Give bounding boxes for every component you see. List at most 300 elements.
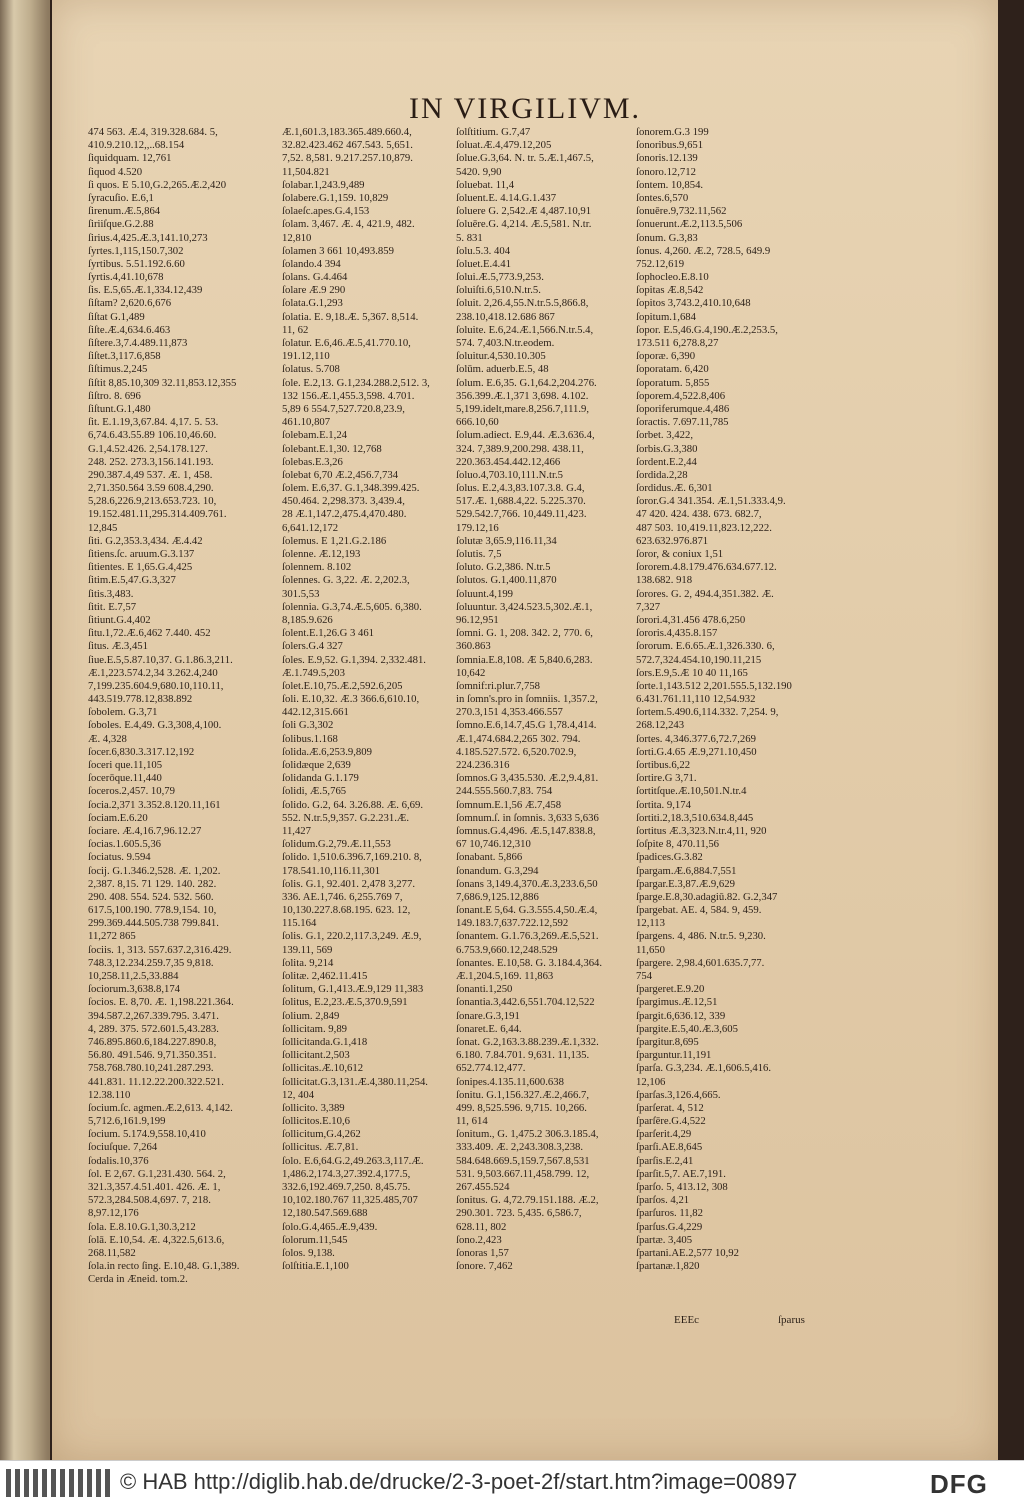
index-entry: 356.399.Æ.1,371 3,698. 4.102. <box>456 389 589 402</box>
index-entry: 574. 7,403.N.tr.eodem. <box>456 337 555 349</box>
index-entry: ſollicitam. 9,89 <box>282 1022 348 1035</box>
index-entry: ſopor. E.5,46.G.4,190.Æ.2,253.5, <box>636 323 778 336</box>
index-entry: ſollicitant.2,503 <box>282 1049 350 1062</box>
index-entry: ſparſuros. 11,82 <box>636 1207 703 1220</box>
index-entry: ſolando.4 394 <box>282 257 341 270</box>
index-entry: ſoceri que.11,105 <box>88 759 163 771</box>
index-entry: ſiſtat G.1,489 <box>88 310 145 323</box>
index-column-3 <box>456 126 632 1273</box>
index-entry: ſiſtimus.2,245 <box>88 363 148 376</box>
index-entry: 8,97.12,176 <box>88 1207 139 1220</box>
index-entry: ſonitu. G.1,156.327.Æ.2,466.7, <box>456 1088 590 1101</box>
index-entry: ſoporæ. 6,390 <box>636 350 696 363</box>
index-entry: 623.632.976.871 <box>636 534 709 547</box>
index-entry: ſonanti.1,250 <box>456 983 513 996</box>
hab-logo-icon <box>6 1467 114 1499</box>
index-entry: ſomnia.E.8,108. Æ 5,840.6,283. <box>456 653 593 666</box>
index-entry: ſitientes. E 1,65.G.4,425 <box>88 561 193 574</box>
index-entry: Æ.1.749.5,203 <box>282 666 345 679</box>
index-entry: ſolebant.E.1,30. 12,768 <box>282 442 382 455</box>
index-entry: ſolo. E.6,64.G.2,49.263.3,117.Æ. <box>282 1154 424 1167</box>
index-entry: 10,130.227.8.68.195. 623. 12, <box>282 904 411 917</box>
index-entry: ſolidanda G.1.179 <box>282 772 359 785</box>
index-entry: 12,106 <box>636 1075 666 1088</box>
index-entry: ſonitum., G. 1,475.2 306.3.185.4, <box>456 1128 599 1141</box>
index-entry: ſolennes. G. 3,22. Æ. 2,202.3, <box>282 574 410 587</box>
index-entry: ſiſtere.3,7.4.489.11,873 <box>88 337 188 349</box>
index-entry: ſitiens.ſc. aruum.G.3.137 <box>88 548 195 560</box>
index-entry: ſomnus.G.4,496. Æ.5,147.838.8, <box>456 824 596 837</box>
index-entry: ſolo.G.4,465.Æ.9,439. <box>282 1220 378 1233</box>
index-entry: ſpargite.E.5,40.Æ.3,605 <box>636 1022 738 1035</box>
index-entry: ſolutis. 7,5 <box>456 548 502 560</box>
index-entry: 6,74.6.43.55.89 106.10,46.60. <box>88 429 217 442</box>
index-entry: 11,504.821 <box>282 165 330 178</box>
index-entry: ſolida.Æ.6,253.9,809 <box>282 745 372 758</box>
index-entry: ſomni. G. 1, 208. 342. 2, 770. 6, <box>456 627 593 640</box>
index-entry: ſonantes. E.10,58. G. 3.184.4,364. <box>456 956 603 969</box>
index-entry: 450.464. 2,298.373. 3,439.4, <box>282 495 405 508</box>
index-entry: ſonorem.G.3 199 <box>636 126 709 138</box>
index-entry: ſpartani.AE.2,577 10,92 <box>636 1246 739 1259</box>
index-entry: ſitit. E.7,57 <box>88 600 137 613</box>
index-entry: ſocium.ſc. agmen.Æ.2,613. 4,142. <box>88 1101 233 1114</box>
index-entry: 8,185.9.626 <box>282 613 333 626</box>
index-entry: 47 420. 424. 438. 673. 682.7, <box>636 508 762 521</box>
index-entry: ſonoribus.9,651 <box>636 139 704 152</box>
index-entry: 268.11,582 <box>88 1246 136 1259</box>
index-entry: ſolatia. E. 9,18.Æ. 5,367. 8,514. <box>282 310 419 323</box>
index-entry: ſit. E.1.19,3,67.84. 4,17. 5. 53. <box>88 416 219 429</box>
signature-mark: EEEc <box>674 1314 700 1326</box>
index-entry: ſopitum.1,684 <box>636 310 696 323</box>
index-entry: ſonare.G.3,191 <box>456 1009 520 1022</box>
index-entry: 173.511 6,278.8,27 <box>636 337 719 349</box>
index-entry: ſocium. 5.174.9,558.10,410 <box>88 1128 206 1141</box>
index-entry: ſparſos. 4,21 <box>636 1194 690 1207</box>
index-entry: ſolatur. E.6,46.Æ.5,41.770.10, <box>282 337 411 349</box>
index-entry: ſolutos. G.1,400.11,870 <box>456 574 557 587</box>
index-entry: ſolabar.1,243.9,489 <box>282 178 365 191</box>
index-entry: 290. 408. 554. 524. 532. 560. <box>88 890 214 903</box>
index-entry: ſoluitur.4,530.10.305 <box>456 350 546 363</box>
index-entry: ſordent.E.2,44 <box>636 455 697 468</box>
index-entry: ſparge.E.8,30.adagiū.82. G.2,347 <box>636 890 778 903</box>
index-entry: ſonaret.E. 6,44. <box>456 1022 522 1035</box>
index-entry: ſoporatum. 5,855 <box>636 376 710 389</box>
index-entry: ſoluo.4,703.10,111.N.tr.5 <box>456 468 563 481</box>
index-entry: ſorori.4,31.456 478.6,250 <box>636 613 746 626</box>
index-entry: ſpargam.Æ.6,884.7,551 <box>636 864 737 877</box>
index-entry: ſoluent.E. 4.14.G.1.437 <box>456 191 557 204</box>
book-page <box>52 0 998 1460</box>
index-entry: 754 <box>636 970 653 982</box>
index-entry: ſoli G.3,302 <box>282 719 334 732</box>
index-entry: ſparſi.AE.8,645 <box>636 1141 703 1154</box>
index-entry: 10,642 <box>456 666 486 679</box>
index-entry: ſolennem. 8.102 <box>282 561 352 574</box>
index-entry: ſororem.4.8.179.476.634.677.12. <box>636 561 777 574</box>
index-entry: ſortiti.2,18.3,510.634.8,445 <box>636 811 754 824</box>
index-entry: ſoror, & coniux 1,51 <box>636 548 724 560</box>
index-entry: Æ. 4,328 <box>88 732 127 745</box>
index-entry: ſpargimus.Æ.12,51 <box>636 996 718 1009</box>
index-entry: ſopitos 3,743.2,410.10,648 <box>636 297 751 310</box>
index-entry: 301.5,53 <box>282 587 320 600</box>
index-entry: ſpargere. 2,98.4,601.635.7,77. <box>636 956 765 969</box>
index-entry: ſorte.1,143.512 2,201.555.5,132.190 <box>636 679 792 692</box>
index-entry: 2,387. 8,15. 71 129. 140. 282. <box>88 877 217 890</box>
index-entry: ſiſte.Æ.4,634.6.463 <box>88 323 171 336</box>
index-entry: ſolibus.1.168 <box>282 732 338 745</box>
index-entry: ſolem. E.6,37. G.1,348.399.425. <box>282 482 420 495</box>
provider-bar <box>0 1460 1024 1503</box>
index-entry: ſonans 3,149.4,370.Æ.3,233.6,50 <box>456 877 598 890</box>
index-entry: 4, 289. 375. 572.601.5,43.283. <box>88 1022 219 1035</box>
index-entry: ſis. E.5,65.Æ.1,334.12,439 <box>88 284 203 297</box>
copyright-link[interactable]: © HAB http://diglib.hab.de/drucke/2-3-poet-2f/start.htm?image=00897 <box>120 1469 798 1494</box>
index-entry: 336. AE.1,746. 6,255.769 7, <box>282 890 403 903</box>
index-entry: ſparſis.E.2,41 <box>636 1154 694 1167</box>
book-spine <box>0 0 50 1460</box>
index-entry: ſola. E.8.10.G.1,30.3,212 <box>88 1220 196 1233</box>
index-entry: ſoluunt.4,199 <box>456 587 514 600</box>
index-entry: ſociorum.3,638.8,174 <box>88 983 181 996</box>
index-entry: 7,52. 8,581. 9.217.257.10,879. <box>282 152 413 165</box>
index-entry: 290.301. 723. 5,435. 6,586.7, <box>456 1207 582 1220</box>
index-entry: ſiquidquam. 12,761 <box>88 152 172 165</box>
index-entry: 238.10,418.12.686 867 <box>456 310 555 323</box>
index-entry: ſomnum.ſ. in ſomnis. 3,633 5,636 <box>456 811 599 824</box>
index-entry: ſortem.5.490.6,114.332. 7,254. 9, <box>636 706 779 719</box>
index-entry: 248. 252. 273.3,156.141.193. <box>88 455 214 468</box>
index-entry: 442.12,315.661 <box>282 706 349 719</box>
index-entry: 499. 8,525.596. 9,715. 10,266. <box>456 1101 587 1114</box>
index-entry: 752.12,619 <box>636 257 685 270</box>
index-entry: ſolſtitium. G.7,47 <box>456 126 531 138</box>
index-entry: ſolum.adiect. E.9,44. Æ.3.636.4, <box>456 429 595 442</box>
index-entry: ſiſtunt.G.1,480 <box>88 402 151 415</box>
index-entry: ſole. E.2,13. G.1,234.288.2,512. 3, <box>282 376 430 389</box>
index-entry: ſiriiſque.G.2.88 <box>88 218 154 231</box>
index-entry: ſolebam.E.1,24 <box>282 429 348 442</box>
index-entry: 11,272 865 <box>88 930 136 943</box>
index-entry: ſontes.6,570 <box>636 191 689 204</box>
index-entry: ſolebat 6,70 Æ.2,456.7,734 <box>282 468 399 481</box>
index-entry: 191.12,110 <box>282 350 330 363</box>
index-entry: ſiti. G.2,353.3,434. Æ.4.42 <box>88 534 203 547</box>
index-entry: 12,180.547.569.688 <box>282 1207 368 1220</box>
index-entry: ſoluto. G.2,386. N.tr.5 <box>456 561 551 574</box>
index-entry: 441.831. 11.12.22.200.322.521. <box>88 1075 224 1088</box>
index-entry: 10,102.180.767 11,325.485,707 <box>282 1194 418 1207</box>
index-entry: ſolā. E.10,54. Æ. 4,322.5,613.6, <box>88 1233 225 1246</box>
index-entry: ſortita. 9,174 <box>636 798 691 811</box>
index-entry: ſola.in recto ſing. E.10,48. G.1,389. <box>88 1260 240 1273</box>
index-entry: ſortire.G 3,71. <box>636 772 697 785</box>
index-entry: in ſomn's.pro in ſomniis. 1,357.2, <box>456 693 598 706</box>
index-entry: ſortibus.6,22 <box>636 759 691 771</box>
index-column-1 <box>88 126 264 1287</box>
index-entry: ſirenum.Æ.5,864 <box>88 205 161 218</box>
index-entry: 617.5,100.190. 778.9,154. 10, <box>88 904 217 917</box>
index-entry: ſyrtis.4,41.10,678 <box>88 271 164 284</box>
index-entry: ſopitas Æ.8,542 <box>636 284 704 297</box>
index-entry: 6.180. 7.84.701. 9,631. 11,135. <box>456 1049 590 1062</box>
index-entry: 115.164 <box>282 917 317 930</box>
index-entry: 179.12,16 <box>456 521 499 534</box>
index-entry: 1,486.2,174.3,27.392.4,177.5, <box>282 1167 411 1180</box>
index-entry: 474 563. Æ.4, 319.328.684. 5, <box>88 126 218 138</box>
index-entry: ſonoro.12,712 <box>636 165 696 178</box>
index-entry: ſolidum.G.2,79.Æ.11,553 <box>282 838 391 851</box>
index-entry: 5,199.idelt,mare.8,256.7,111.9, <box>456 402 590 415</box>
index-entry: ſoluet.E.4.41 <box>456 257 511 270</box>
index-entry: ſocer.6,830.3.317.12,192 <box>88 745 195 758</box>
index-entry: ſonitus. G. 4,72.79.151.188. Æ.2, <box>456 1194 599 1207</box>
index-entry: ſonat. G.2,163.3.88.239.Æ.1,332. <box>456 1035 599 1048</box>
index-entry: 321.3,357.4.51.401. 426. Æ. 1, <box>88 1181 221 1193</box>
index-entry: ſociatus. 9.594 <box>88 851 151 864</box>
index-entry: 572.7,324.454.10,190.11,215 <box>636 653 762 666</box>
index-entry: ſolis. G.1, 220.2,117.3,249. Æ.9, <box>282 930 422 943</box>
index-entry: ſolennia. G.3,74.Æ.5,605. 6,380. <box>282 600 422 613</box>
index-entry: ſollicitos.E.10,6 <box>282 1115 350 1128</box>
index-entry: ſolido. G.2, 64. 3.26.88. Æ. 6,69. <box>282 798 424 811</box>
index-entry: 10,258.11,2.5,33.884 <box>88 970 179 982</box>
index-entry: ſonipes.4.135.11,600.638 <box>456 1075 564 1088</box>
index-entry: ſolūm. aduerb.E.5, 48 <box>456 363 549 376</box>
index-entry: ſomnum.E.1,56 Æ.7,458 <box>456 798 562 811</box>
index-entry: ſolemus. E 1,21.G.2.186 <box>282 534 387 547</box>
index-entry: 138.682. 918 <box>636 574 693 587</box>
index-entry: 531. 9,503.667.11,458.799. 12, <box>456 1167 590 1180</box>
index-entry: ſolidæque 2,639 <box>282 759 351 771</box>
index-entry: ſolido. 1,510.6.396.7,169.210. 8, <box>282 851 422 864</box>
index-entry: ſyrtes.1,115,150.7,302 <box>88 244 184 257</box>
index-entry: ſollicitas.Æ.10,612 <box>282 1062 364 1075</box>
index-entry: ſirius.4,425.Æ.3,141.10,273 <box>88 231 208 244</box>
index-entry: 758.768.780.10,241.287.293. <box>88 1062 214 1075</box>
index-entry: ſitu.1,72.Æ.6,462 7.440. 452 <box>88 627 211 640</box>
index-entry: ſonabant. 5,866 <box>456 851 523 864</box>
index-entry: 290.387.4,49 537. Æ. 1, 458. <box>88 468 213 481</box>
index-entry: 324. 7,389.9,200.298. 438.11, <box>456 442 584 455</box>
index-entry: 748.3,12.234.259.7,35 9,818. <box>88 956 214 969</box>
index-entry: ſpadices.G.3.82 <box>636 851 703 864</box>
index-entry: ſolſtitia.E.1,100 <box>282 1260 349 1273</box>
index-entry: 11, 62 <box>282 323 309 336</box>
index-entry: ſparſit.5,7. AE.7,191. <box>636 1167 726 1180</box>
index-entry: ſpartæ. 3,405 <box>636 1233 693 1246</box>
index-entry: ſolamen 3 661 10,493.859 <box>282 244 394 257</box>
index-entry: ſonus. 4,260. Æ.2, 728.5, 649.9 <box>636 244 771 257</box>
index-entry: 7,327 <box>636 600 661 613</box>
index-entry: ſonum. G.3,83 <box>636 231 698 244</box>
index-entry: 56.80. 491.546. 9,71.350.351. <box>88 1049 217 1062</box>
index-entry: ſyrtibus. 5.51.192.6.60 <box>88 257 185 270</box>
index-entry: ſodalis.10,376 <box>88 1154 149 1167</box>
index-entry: ſitiunt.G.4,402 <box>88 613 151 626</box>
index-entry: 12,810 <box>282 231 312 244</box>
index-entry: ſonoris.12.139 <box>636 152 698 165</box>
index-entry: ſoli. E.10,32. Æ.3 366.6,610.10, <box>282 693 420 706</box>
index-entry: ſoporatam. 6,420 <box>636 363 709 376</box>
index-entry: 5,28.6,226.9,213.653.723. 10, <box>88 495 217 508</box>
index-entry: 270.3,151 4,353.466.557 <box>456 706 563 719</box>
index-entry: 461.10,807 <box>282 416 331 429</box>
index-entry: 443.519.778.12,838.892 <box>88 693 193 706</box>
index-entry: 487 503. 10,419.11,823.12,222. <box>636 521 772 534</box>
index-entry: ſorbis.G.3,380 <box>636 442 698 455</box>
index-entry: ſophocleo.E.8.10 <box>636 271 709 284</box>
index-entry: ſitis.3,483. <box>88 587 134 600</box>
index-entry: 394.587.2,267.339.795. 3.471. <box>88 1009 219 1022</box>
index-entry: ſocia.2,371 3.352.8.120.11,161 <box>88 798 221 811</box>
index-entry: ſonantia.3,442.6,551.704.12,522 <box>456 996 595 1009</box>
index-entry: 628.11, 802 <box>456 1220 507 1233</box>
index-entry: 2,71.350.564 3.59 608.4,290. <box>88 482 214 495</box>
index-entry: ſollicitum,G.4,262 <box>282 1128 361 1141</box>
index-entry: ſiſtit 8,85.10,309 32.11,853.12,355 <box>88 376 237 389</box>
index-entry: ſociuſque. 7,264 <box>88 1141 158 1154</box>
index-entry: ſollicitanda.G.1,418 <box>282 1035 368 1048</box>
index-entry: 666.10,60 <box>456 416 499 429</box>
index-entry: ſonantem. G.1.76.3,269.Æ.5,521. <box>456 930 599 943</box>
index-entry: ſolita. 9,214 <box>282 956 334 969</box>
index-entry: 220.363.454.442.12,466 <box>456 455 561 468</box>
index-entry: 517.Æ. 1,688.4,22. 5.225.370. <box>456 495 586 508</box>
index-entry: 11, 614 <box>456 1115 488 1128</box>
index-entry: ſoluēre.G. 4,214. Æ.5,581. N.tr. <box>456 218 592 231</box>
index-entry: ſollicito. 3,389 <box>282 1101 345 1114</box>
index-entry: ſolos. 9,138. <box>282 1246 335 1259</box>
index-entry: ſoror.G.4 341.354. Æ.1,51.333.4,9. <box>636 495 786 508</box>
index-entry: 96.12,951 <box>456 613 499 626</box>
index-entry: ſolebas.E.3,26 <box>282 455 343 468</box>
index-entry: 299.369.444.505.738 799.841. <box>88 917 219 930</box>
index-entry: ſonore. 7,462 <box>456 1260 513 1273</box>
index-entry: ſolenne. Æ.12,193 <box>282 548 361 560</box>
index-entry: ſono.2,423 <box>456 1233 502 1246</box>
index-entry: 149.183.7,637.722.12,592 <box>456 917 569 930</box>
index-entry: ſoboles. E.4,49. G.3,308,4,100. <box>88 719 222 732</box>
index-entry: ſpargar.E.3,87.Æ.9,629 <box>636 877 735 890</box>
index-entry: ſolitum, G.1,413.Æ.9,129 11,383 <box>282 983 424 996</box>
index-entry: ſonoras 1,57 <box>456 1246 509 1259</box>
index-entry: ſoluat.Æ.4,479.12,205 <box>456 139 552 152</box>
index-entry: 6,641.12,172 <box>282 521 339 534</box>
index-entry: ſparſus.G.4,229 <box>636 1220 703 1233</box>
index-entry: Æ.1,601.3,183.365.489.660.4, <box>282 126 412 138</box>
index-entry: ſollicitus. Æ.7,81. <box>282 1141 359 1154</box>
index-entry: ſpargeret.E.9.20 <box>636 983 705 996</box>
index-entry: ſitim.E.5,47.G.3,327 <box>88 574 176 587</box>
index-entry: 12,113 <box>636 917 665 930</box>
index-entry: 268.12,243 <box>636 719 685 732</box>
index-entry: ſocias.1.605.5,36 <box>88 838 162 851</box>
index-entry: ſobolem. G.3,71 <box>88 706 158 719</box>
catchword: ſparus <box>778 1314 805 1326</box>
index-entry: ſociam.E.6.20 <box>88 811 148 824</box>
index-entry: Æ.1,204.5,169. 11,863 <box>456 970 554 982</box>
index-entry: ſortitus Æ.3,323.N.tr.4,11, 920 <box>636 824 767 837</box>
page-title: IN VIRGILIVM. <box>408 92 642 125</box>
index-column-4 <box>636 126 812 1273</box>
index-entry: 12,845 <box>88 521 118 534</box>
index-entry: ſolidi, Æ.5,765 <box>282 785 347 798</box>
index-entry: ſpargitur.8,695 <box>636 1035 699 1048</box>
index-entry: ſocij. G.1.346.2,528. Æ. 1,202. <box>88 864 221 877</box>
index-entry: ſparſerit.4,29 <box>636 1128 692 1141</box>
index-entry: ſolare Æ.9 290 <box>282 284 346 297</box>
index-entry: ſolum. E.6,35. G.1,64.2,204.276. <box>456 376 597 389</box>
index-entry: ſiſtro. 8. 696 <box>88 389 141 402</box>
index-entry: ſocerōque.11,440 <box>88 772 162 785</box>
index-entry: ſol. E 2,67. G.1,231.430. 564. 2, <box>88 1167 226 1180</box>
index-entry: ſomnos.G 3,435.530. Æ.2,9.4,81. <box>456 772 599 785</box>
index-entry: ſolers.G.4 327 <box>282 640 343 653</box>
index-entry: 552. N.tr.5,9,357. G.2.231.Æ. <box>282 811 410 824</box>
index-entry: ſomnif:ri.plur.7,758 <box>456 679 541 692</box>
index-entry: ſors.E.9,5.Æ 10 40 11,165 <box>636 666 748 679</box>
index-entry: 32.82.423.462 467.543. 5,651. <box>282 139 413 152</box>
index-entry: ſolam. 3,467. Æ. 4, 421.9, 482. <box>282 218 415 231</box>
index-entry: ſoporem.4,522.8,406 <box>636 389 726 402</box>
index-entry: ſolium. 2,849 <box>282 1009 340 1022</box>
index-entry: ſoporiferumque.4,486 <box>636 402 730 415</box>
index-entry: ſonant.E 5,64. G.3.555.4,50.Æ.4, <box>456 904 598 917</box>
index-entry: ſoceros.2,457. 10,79 <box>88 785 175 798</box>
index-entry: ſoluiſti.6,510.N.tr.5. <box>456 284 541 297</box>
index-entry: 7,199.235.604.9,680.10,110.11, <box>88 679 224 692</box>
index-entry: 572.3,284.508.4,697. 7, 218. <box>88 1194 211 1207</box>
index-entry: ſolitæ. 2,462.11.415 <box>282 970 368 982</box>
dfg-logo: DFG <box>930 1469 988 1499</box>
index-entry: ſolis. G.1, 92.401. 2,478 3,277. <box>282 877 416 890</box>
index-entry: ſortes. 4,346.377.6,72.7,269 <box>636 732 756 745</box>
index-entry: Cerda in Æneid. tom.2. <box>88 1273 188 1286</box>
index-entry: ſolata.G.1,293 <box>282 297 343 310</box>
index-entry: ſororis.4,435.8.157 <box>636 627 718 640</box>
index-entry: ſordida.2,28 <box>636 468 688 481</box>
index-entry: 5,89 6 554.7,527.720.8,23.9, <box>282 402 405 415</box>
index-entry: 132 156.Æ.1,455.3,598. 4.701. <box>282 389 415 402</box>
index-entry: 4.185.527.572. 6,520.702.9, <box>456 745 577 758</box>
index-entry: ſoractis. 7.697.11,785 <box>636 416 729 429</box>
index-entry: 67 10,746.12,310 <box>456 838 531 851</box>
index-entry: ſociis. 1, 313. 557.637.2,316.429. <box>88 943 232 956</box>
index-entry: ſonuēre.9,732.11,562 <box>636 205 727 218</box>
index-column-2 <box>282 126 458 1273</box>
index-entry: ſocios. E. 8,70. Æ. 1,198.221.364. <box>88 996 234 1009</box>
index-entry: 360.863 <box>456 640 491 653</box>
index-entry: 244.555.560.7,83. 754 <box>456 785 553 798</box>
index-entry: ſparſa. G.3,234. Æ.1,606.5,416. <box>636 1062 772 1075</box>
index-entry: 410.9.210.12,,..68.154 <box>88 139 185 152</box>
index-entry: ſorbet. 3,422, <box>636 429 693 442</box>
index-entry: ſparſas.3,126.4,665. <box>636 1088 721 1101</box>
index-entry: 12, 404 <box>282 1088 315 1101</box>
index-entry: ſonandum. G.3,294 <box>456 864 539 877</box>
index-entry: ſoles. E.9,52. G.1,394. 2,332.481. <box>282 653 426 666</box>
index-entry: 5. 831 <box>456 231 483 244</box>
index-entry: ſoluit. 2,26.4,55.N.tr.5.5,866.8, <box>456 297 589 310</box>
index-entry: ſiſtet.3,117.6,858 <box>88 350 161 363</box>
index-entry: ſoluebat. 11,4 <box>456 178 515 191</box>
index-entry: 332.6,192.469.7,250. 8,45.75. <box>282 1181 411 1193</box>
index-entry: 529.542.7,766. 10,449.11,423. <box>456 508 587 521</box>
